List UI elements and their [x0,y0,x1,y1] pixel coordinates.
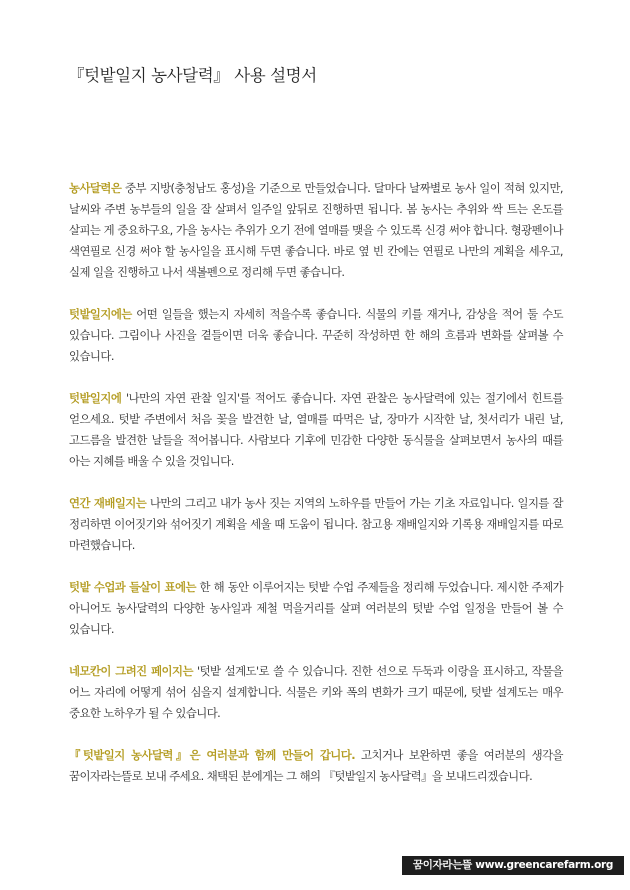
paragraph-text: '텃밭 설계도'로 쓸 수 있습니다. 진한 선으로 두둑과 이랑을 표시하고, 작물을 어느 자리에 어떻게 섞어 심을지 설계합니다. 식물은 키와 폭의 변화가 크기 때문에, 텃밭 설계도는 매우 중요한 노하우가 될 수 있습니다. [69,664,564,720]
footer-website-link[interactable]: 꿈이자라는뜰 www.greencarefarm.org [402,856,624,875]
paragraph-text: 중부 지방(충청남도 홍성)을 기준으로 만들었습니다. 달마다 날짜별로 농사 일이 적혀 있지만, 날씨와 주변 농부들의 일을 잘 살펴서 일주일 앞뒤로 진행하면 됩니다. 봄 농사는 추위와 싹 트는 온도를 살피는 게 중요하구요, 가을 농사는 추위가 오기 전에 열매를 맺을 수 있도록 신경 써야 합니다. 형광펜이나 색연필로 신경 써야 할 농사일을 표시해 두면 좋습니다. 바로 옆 빈 칸에는 연필로 나만의 계획을 세우고, 실제 일을 진행하고 나서 색볼펜으로 정리해 두면 좋습니다. [69,181,563,279]
instructions-body [69,178,563,787]
paragraph-calendar [69,178,563,283]
paragraph-text: 고치거나 보완하면 좋을 여러분의 생각을 꿈이자라는뜰로 보내 주세요. 채택된 분에게는 그 해의 『텃밭일지 농사달력』을 보내드리겠습니다. [69,748,563,783]
paragraph-nature-observation [69,388,563,472]
paragraph-text: 나만의 그리고 내가 농사 짓는 지역의 노하우를 만들어 가는 기초 자료입니다. 일지를 잘 정리하면 이어짓기와 섞어짓기 계획을 세울 때 도움이 됩니다. 참고용 재배일지와 기록용 재배일지를 따로 마련했습니다. [69,496,563,552]
paragraph-feedback [69,745,563,787]
paragraph-highlight: 텃밭일지에 [69,391,122,405]
paragraph-garden-journal [69,304,563,367]
paragraph-highlight: 텃밭일지에는 [69,307,132,321]
paragraph-text: 어떤 일들을 했는지 자세히 적을수록 좋습니다. 식물의 키를 재거나, 감상을 적어 둘 수도 있습니다. 그림이나 사진을 곁들이면 더욱 좋습니다. 꾸준히 작성하면 한 해의 흐름과 변화를 살펴볼 수 있습니다. [69,307,563,363]
paragraph-highlight: 농사달력은 [69,181,122,195]
paragraph-annual-log [69,493,563,556]
paragraph-highlight: 연간 재배일지는 [69,496,147,510]
paragraph-class-table [69,577,563,640]
paragraph-highlight: 『텃밭일지 농사달력』은 여러분과 함께 만들어 갑니다. [69,748,355,762]
paragraph-highlight: 네모칸이 그려진 페이지는 [69,664,193,678]
paragraph-grid-page [69,661,563,724]
page-title: 『텃밭일지 농사달력』 사용 설명서 [68,66,317,85]
paragraph-text: '나만의 자연 관찰 일지'를 적어도 좋습니다. 자연 관찰은 농사달력에 있는 절기에서 힌트를 얻으세요. 텃밭 주변에서 처음 꽃을 발견한 날, 열매를 따먹은 날, 장마가 시작한 날, 첫서리가 내린 날, 고드름을 발견한 날들을 적어봅니다. 사람보다 기후에 민감한 다양한 동식물을 살펴보면서 농사의 때를 아는 지혜를 배울 수 있을 것입니다. [69,391,563,468]
paragraph-text: 한 해 동안 이루어지는 텃밭 수업 주제들을 정리해 두었습니다. 제시한 주제가 아니어도 농사달력의 다양한 농사일과 제철 먹을거리를 살펴 여러분의 텃밭 수업 일정을 만들어 볼 수 있습니다. [69,580,564,636]
paragraph-highlight: 텃밭 수업과 들살이 표에는 [69,580,196,594]
